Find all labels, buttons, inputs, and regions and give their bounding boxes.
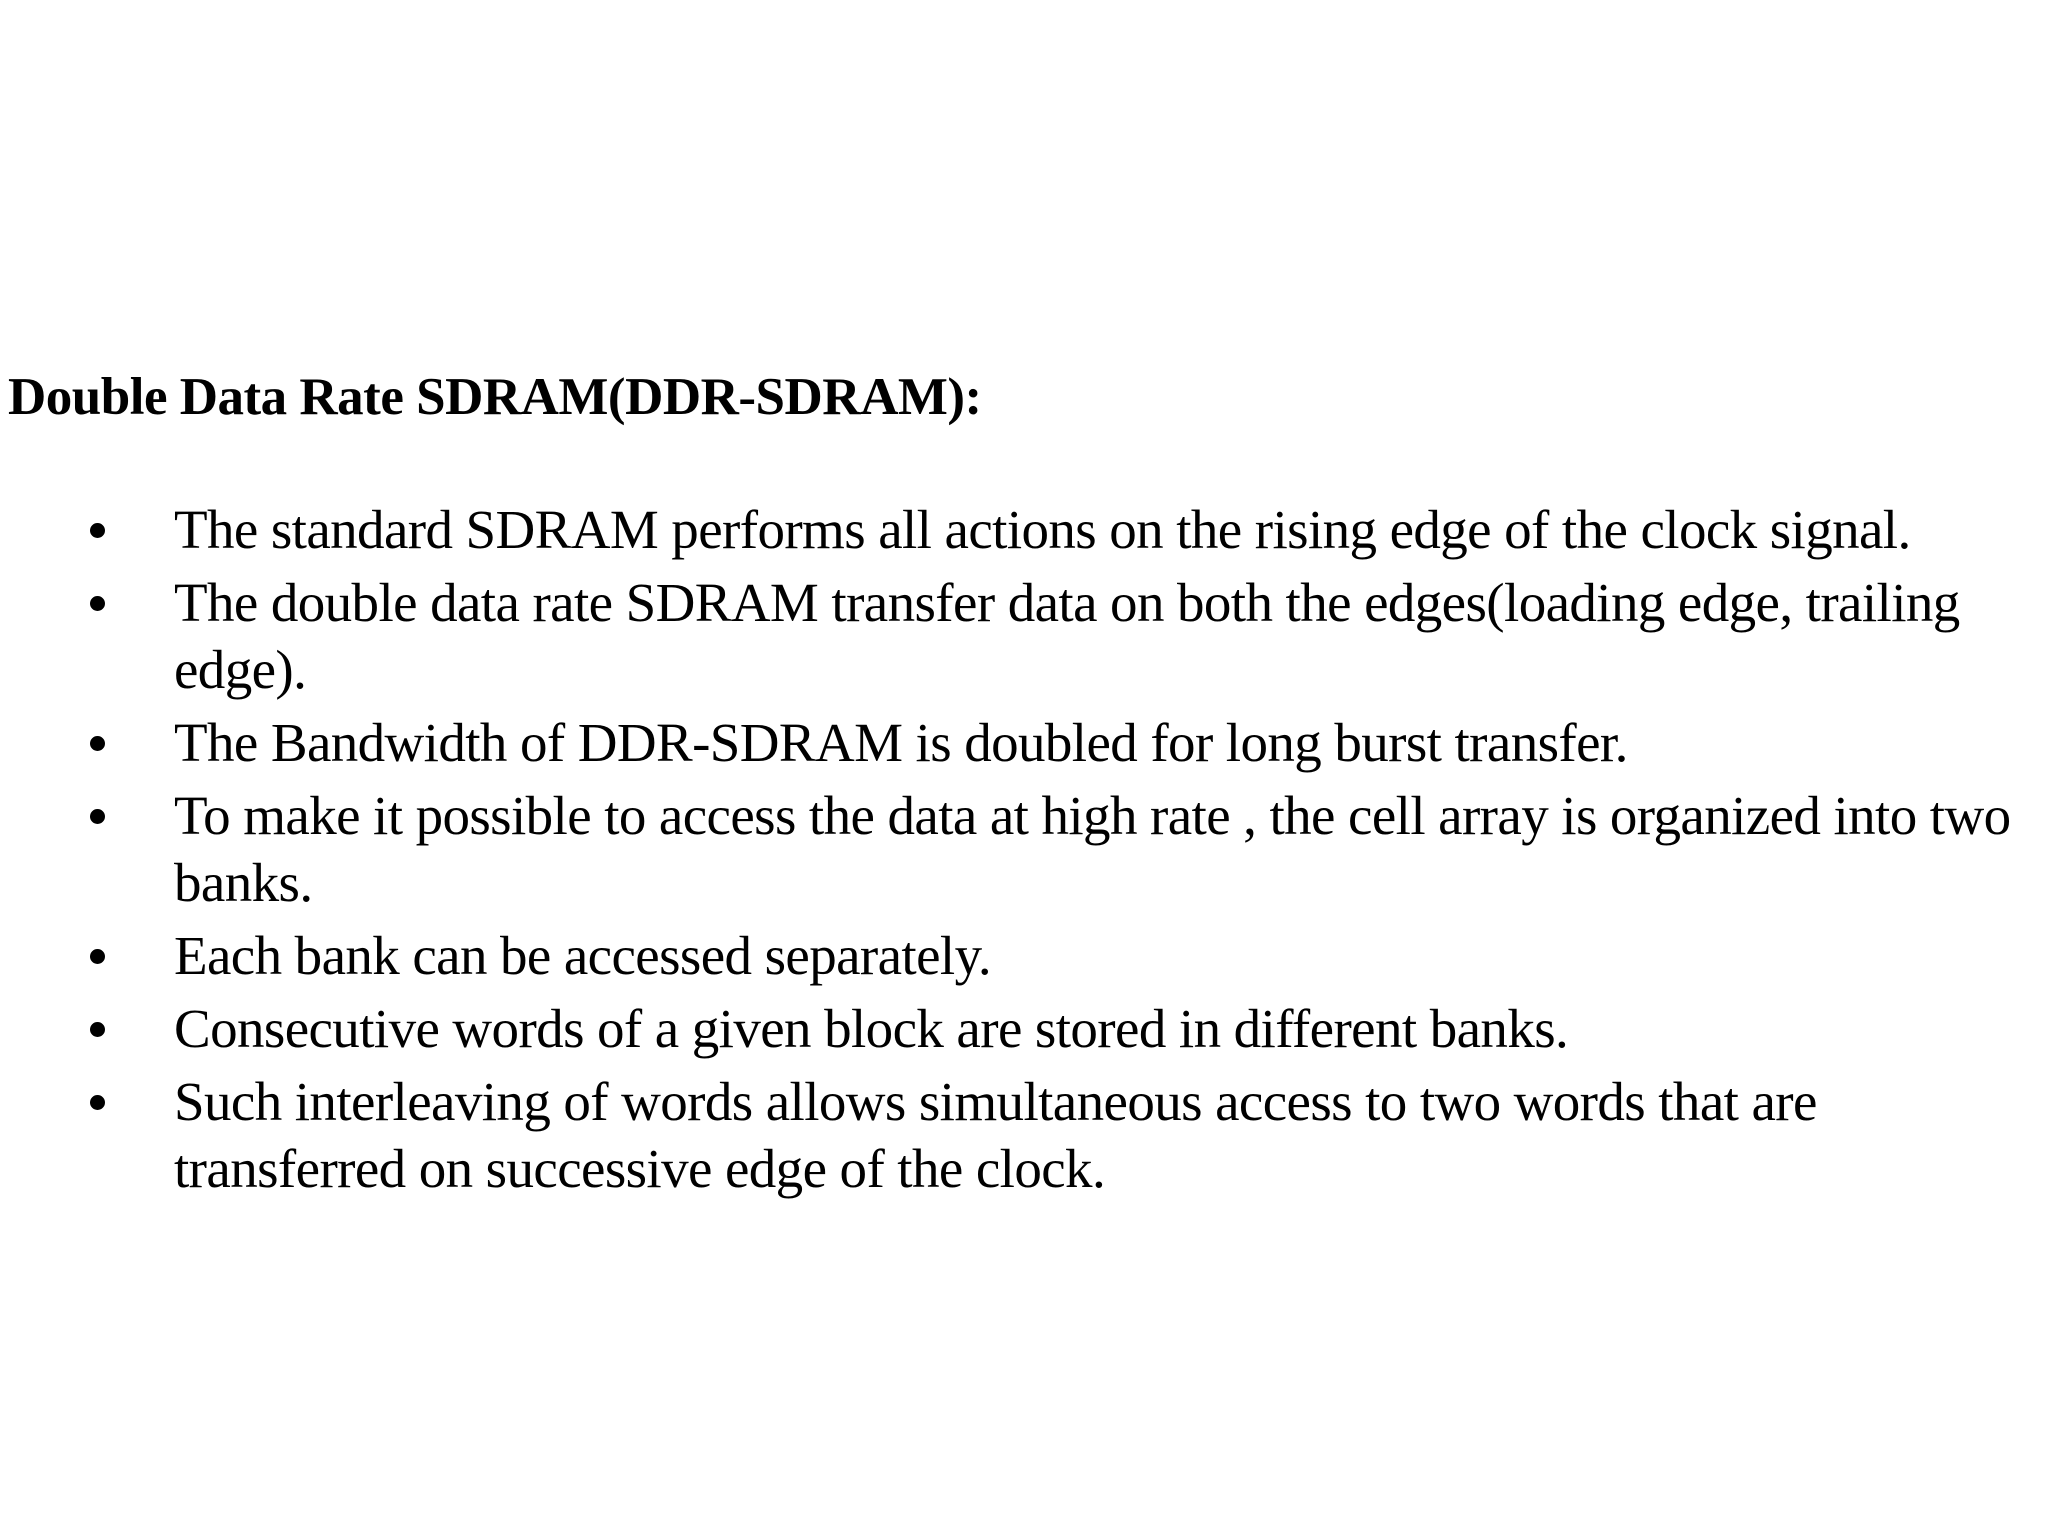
bullet-text: Consecutive words of a given block are stored in different banks. — [174, 998, 1569, 1059]
bullet-item — [0, 922, 2014, 989]
bullet-item — [0, 1068, 2014, 1202]
bullet-icon — [90, 523, 105, 538]
bullet-item — [0, 709, 2014, 776]
bullet-item — [0, 569, 2014, 703]
bullet-text: The double data rate SDRAM transfer data on both the edges(loading edge, trailing edge). — [174, 572, 1960, 700]
bullet-icon — [90, 809, 105, 824]
bullet-text: The Bandwidth of DDR-SDRAM is doubled for long burst transfer. — [174, 712, 1628, 773]
bullet-icon — [90, 949, 105, 964]
bullet-text: Each bank can be accessed separately. — [174, 925, 992, 986]
bullet-item — [0, 782, 2014, 916]
bullet-text: To make it possible to access the data at high rate , the cell array is organized into two banks. — [174, 785, 2011, 913]
bullet-list — [0, 496, 2048, 1208]
bullet-icon — [90, 596, 105, 611]
document-heading: Double Data Rate SDRAM(DDR-SDRAM): — [8, 368, 982, 426]
bullet-text: Such interleaving of words allows simultaneous access to two words that are transferred on successive edge of the clock. — [174, 1071, 1817, 1199]
bullet-icon — [90, 736, 105, 751]
bullet-item — [0, 995, 2014, 1062]
bullet-text: The standard SDRAM performs all actions on the rising edge of the clock signal. — [174, 499, 1911, 560]
bullet-icon — [90, 1022, 105, 1037]
bullet-item — [0, 496, 2014, 563]
bullet-icon — [90, 1095, 105, 1110]
